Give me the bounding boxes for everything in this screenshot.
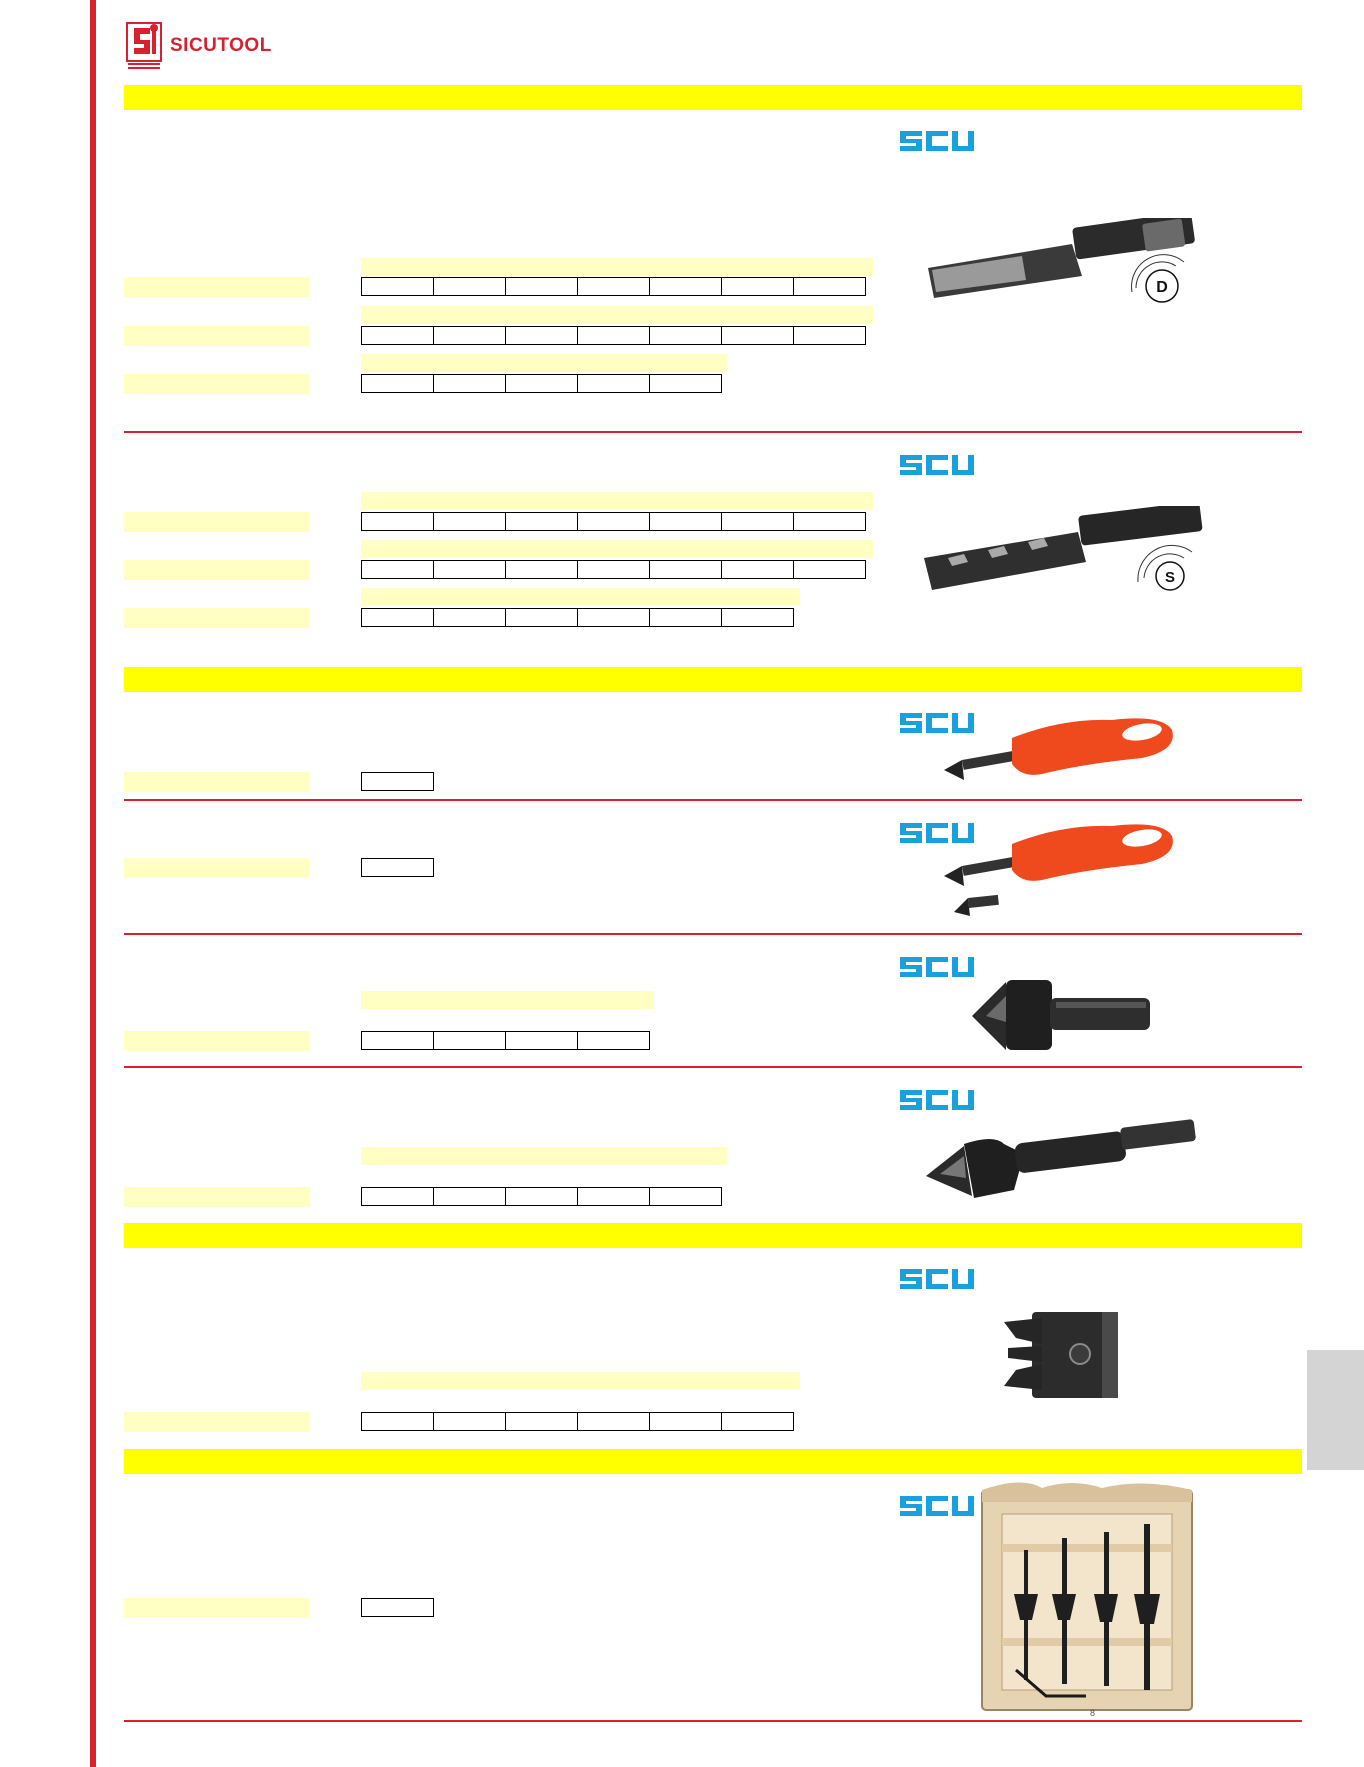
countersink-with-handle-icon — [942, 708, 1186, 784]
scu-brand-icon — [898, 955, 976, 979]
table-header-row — [361, 492, 873, 510]
spec-table-row — [361, 326, 866, 345]
spec-table-row — [361, 858, 434, 877]
row-label-cell — [124, 1187, 310, 1207]
spec-table-row — [361, 1031, 650, 1050]
row-label-cell — [124, 374, 310, 394]
dowel-drill-bit-s-icon — [918, 506, 1208, 596]
section-divider — [124, 431, 1302, 433]
row-label-cell — [124, 560, 310, 580]
countersink-handle-set-icon — [942, 818, 1186, 922]
page-mark: 8 — [1090, 1708, 1096, 1718]
section-band-1 — [124, 85, 1302, 110]
dowel-drill-bit-d-icon — [922, 218, 1206, 308]
spec-table-row — [361, 277, 866, 296]
section-divider — [124, 1066, 1302, 1068]
table-header-row — [361, 991, 654, 1009]
section-divider — [124, 799, 1302, 801]
scu-brand-icon — [898, 1494, 976, 1518]
row-label-cell — [124, 1598, 310, 1618]
table-header-row — [361, 354, 727, 372]
row-label-cell — [124, 1031, 310, 1051]
row-label-cell — [124, 277, 310, 297]
table-header-row — [361, 306, 873, 324]
sicutool-logo — [126, 20, 272, 72]
spec-table-row — [361, 1412, 794, 1431]
chapter-tab — [1307, 1350, 1364, 1470]
row-label-cell — [124, 772, 310, 792]
countersink-drill-set-box-icon — [980, 1480, 1196, 1712]
row-label-cell — [124, 608, 310, 628]
spec-table-row — [361, 512, 866, 531]
spec-table-row — [361, 608, 794, 627]
table-header-row — [361, 258, 873, 276]
spec-table-row — [361, 772, 434, 791]
logo-wordmark: SICUTOOL — [170, 35, 272, 56]
row-label-cell — [124, 858, 310, 878]
row-label-cell — [124, 512, 310, 532]
scu-brand-icon — [898, 129, 976, 153]
table-header-row — [361, 1147, 727, 1165]
plug-cutter-icon — [1002, 1308, 1122, 1400]
row-label-cell — [124, 1412, 310, 1432]
scu-brand-icon — [898, 453, 976, 477]
table-header-row — [361, 1372, 800, 1390]
spec-table-row — [361, 1187, 722, 1206]
product-badge-d: D — [1156, 279, 1168, 296]
row-label-cell — [124, 326, 310, 346]
left-margin-rule — [90, 0, 96, 1767]
section-band-3 — [124, 1223, 1302, 1248]
spec-table-row — [361, 374, 722, 393]
table-header-row — [361, 588, 800, 606]
scu-brand-icon — [898, 1267, 976, 1291]
spec-table-row — [361, 560, 866, 579]
scu-brand-icon — [898, 1088, 976, 1112]
section-divider — [124, 1720, 1302, 1722]
table-header-row — [361, 540, 873, 558]
spec-table-row — [361, 1598, 434, 1617]
section-band-4 — [124, 1449, 1302, 1474]
section-divider — [124, 933, 1302, 935]
product-badge-s: S — [1164, 569, 1176, 586]
sicutool-emblem-icon — [126, 22, 162, 70]
countersink-bit-long-icon — [924, 1110, 1200, 1206]
countersink-bit-large-icon — [970, 962, 1156, 1058]
section-band-2 — [124, 667, 1302, 692]
